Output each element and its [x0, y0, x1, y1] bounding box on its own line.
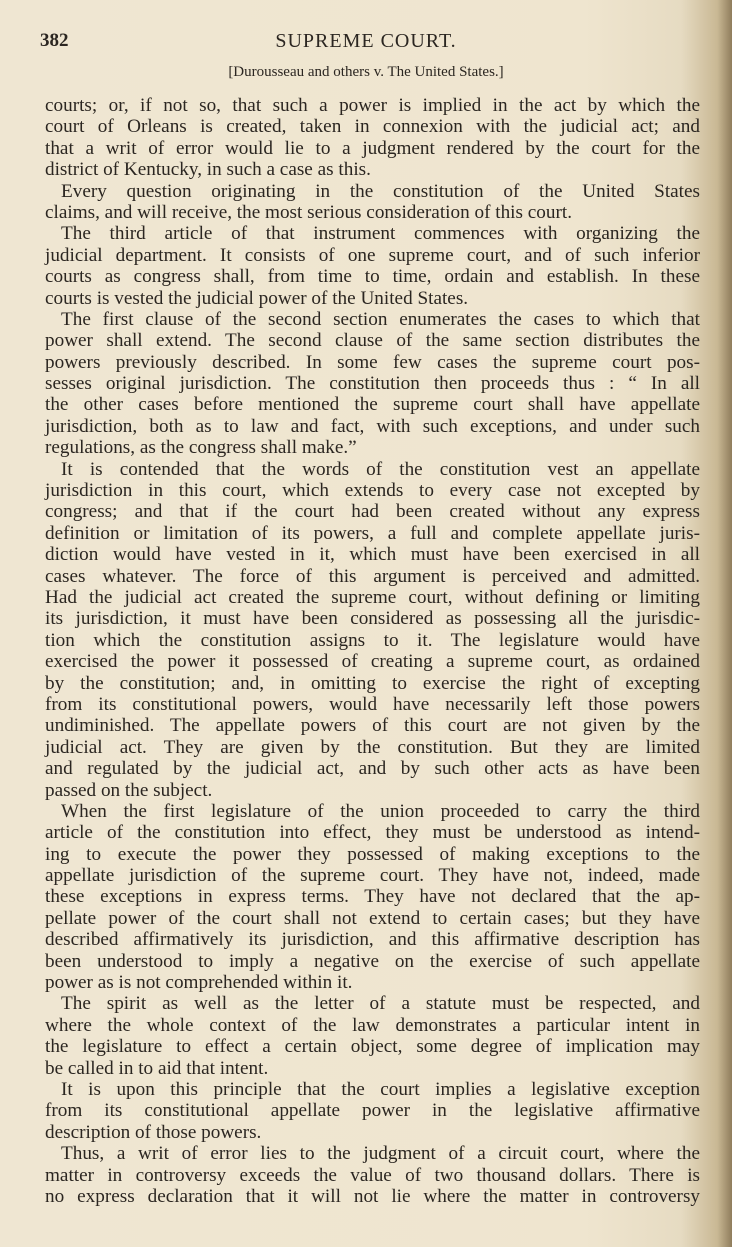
paragraph — [45, 459, 700, 801]
text-line: matter in controversy exceeds the value of two thousand dollars. There is — [45, 1164, 700, 1186]
text-line: described affirmatively its jurisdiction, and this affirmative description has — [45, 929, 700, 951]
text-line: The spirit as well as the letter of a statute must be respected, and — [61, 993, 700, 1015]
text-line: When the first legislature of the union proceeded to carry the third — [61, 800, 700, 822]
text-line: Every question originating in the constitution of the United States — [61, 180, 700, 202]
text-line: the other cases before mentioned the supreme court shall have appellate — [45, 394, 700, 416]
text-line: where the whole context of the law demonstrates a particular intent in — [45, 1014, 700, 1036]
body-text — [45, 95, 700, 1207]
text-line: congress; and that if the court had been created without any express — [45, 501, 700, 523]
text-line: judicial department. It consists of one supreme court, and of such inferior — [45, 244, 700, 266]
text-line: powers previously described. In some few cases the supreme court pos- — [45, 351, 700, 373]
text-line: cases whatever. The force of this argument is perceived and admitted. — [45, 565, 700, 587]
paragraph — [45, 801, 700, 994]
running-title: SUPREME COURT. — [275, 30, 457, 52]
text-line: Thus, a writ of error lies to the judgment of a circuit court, where the — [61, 1143, 700, 1165]
page-number: 382 — [40, 30, 69, 51]
text-line: courts is vested the judicial power of the United States. — [45, 287, 469, 309]
paragraph — [45, 993, 700, 1079]
text-line: passed on the subject. — [45, 779, 213, 801]
text-line: and regulated by the judicial act, and by such other acts as have been — [45, 758, 700, 780]
text-line: jurisdiction in this court, which extends to every case not excepted by — [45, 480, 700, 502]
text-line: definition or limitation of its powers, a full and complete appellate juris- — [45, 522, 700, 544]
text-line: judicial act. They are given by the constitution. But they are limited — [45, 736, 700, 758]
text-line: diction would have vested in it, which must have been exercised in all — [45, 544, 700, 566]
page-header — [0, 30, 732, 56]
text-line: no express declaration that it will not lie where the matter in controversy — [45, 1185, 700, 1207]
text-line: The first clause of the second section enumerates the cases to which that — [61, 308, 700, 330]
text-line: undiminished. The appellate powers of this court are not given by the — [45, 715, 700, 737]
text-line: sesses original jurisdiction. The constitution then proceeds thus : “ In all — [45, 373, 700, 395]
text-line: Had the judicial act created the supreme court, without defining or limiting — [45, 586, 700, 608]
paragraph — [45, 1143, 700, 1207]
text-line: from its constitutional appellate power in the legislative affirmative — [45, 1100, 700, 1122]
text-line: tion which the constitution assigns to it. The legislature would have — [45, 629, 700, 651]
text-line: ing to execute the power they possessed of making exceptions to the — [45, 843, 700, 865]
text-line: power as is not comprehended within it. — [45, 972, 353, 994]
text-line: appellate jurisdiction of the supreme court. They have not, indeed, made — [45, 865, 700, 887]
text-line: court of Orleans is created, taken in connexion with the judicial act; and — [45, 116, 700, 138]
text-line: The third article of that instrument commences with organizing the — [61, 223, 700, 245]
text-line: district of Kentucky, in such a case as this. — [45, 159, 371, 181]
text-line: It is contended that the words of the constitution vest an appellate — [61, 458, 700, 480]
text-line: its jurisdiction, it must have been considered as possessing all the jurisdic- — [45, 608, 700, 630]
text-line: exercised the power it possessed of creating a supreme court, as ordained — [45, 651, 700, 673]
text-line: by the constitution; and, in omitting to exercise the right of excepting — [45, 672, 700, 694]
text-line: these exceptions in express terms. They have not declared that the ap- — [45, 886, 700, 908]
paragraph — [45, 181, 700, 224]
paragraph — [45, 223, 700, 309]
text-line: be called in to aid that intent. — [45, 1057, 269, 1079]
text-line: regulations, as the congress shall make.” — [45, 437, 357, 459]
text-line: from its constitutional powers, would have necessarily left those powers — [45, 693, 700, 715]
paragraph — [45, 309, 700, 459]
text-line: courts as congress shall, from time to time, ordain and establish. In these — [45, 266, 700, 288]
text-line: the legislature to effect a certain object, some degree of implication may — [45, 1036, 700, 1058]
paragraph — [45, 1079, 700, 1143]
text-line: It is upon this principle that the court implies a legislative exception — [61, 1078, 700, 1100]
text-line: jurisdiction, both as to law and fact, with such exceptions, and under such — [45, 415, 700, 437]
text-line: been understood to imply a negative on the exercise of such appellate — [45, 950, 700, 972]
text-line: courts; or, if not so, that such a power is implied in the act by which the — [45, 95, 700, 116]
text-line: article of the constitution into effect, they must be understood as intend- — [45, 822, 700, 844]
text-line: claims, and will receive, the most serious consideration of this court. — [45, 201, 572, 223]
text-line: pellate power of the court shall not extend to certain cases; but they have — [45, 907, 700, 929]
paragraph — [45, 95, 700, 181]
case-caption: [Durousseau and others v. The United States.] — [228, 64, 504, 80]
text-line: that a writ of error would lie to a judgment rendered by the court for the — [45, 137, 700, 159]
text-line: description of those powers. — [45, 1121, 262, 1143]
text-line: power shall extend. The second clause of the same section distributes the — [45, 330, 700, 352]
